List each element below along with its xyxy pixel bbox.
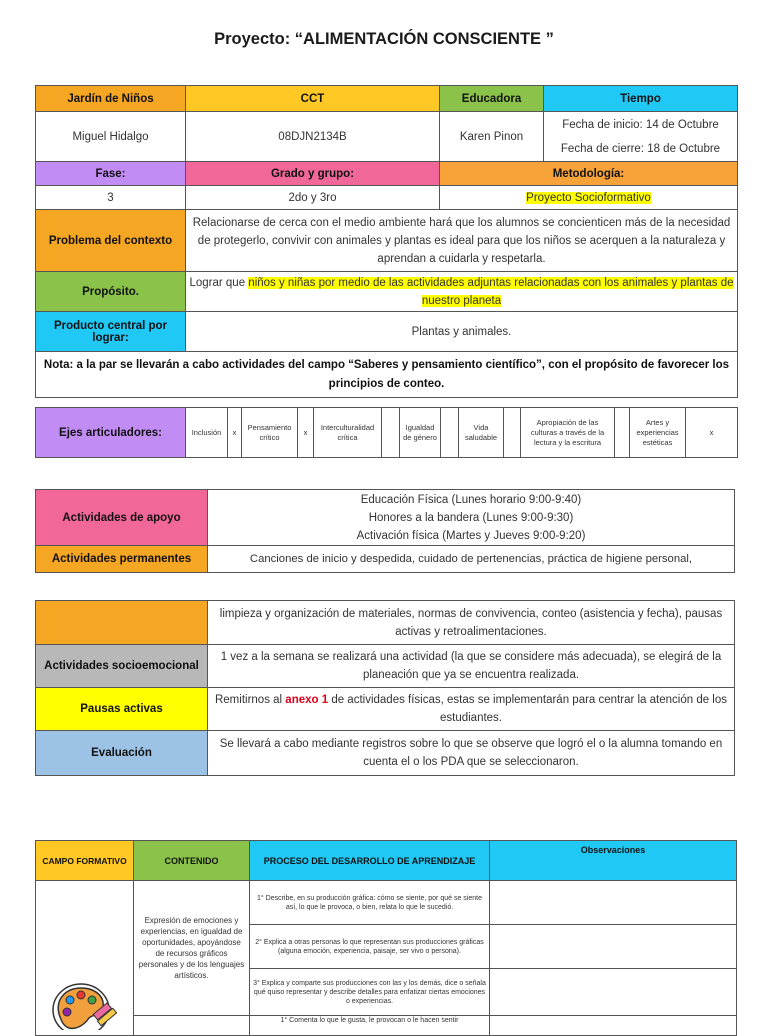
eje-label: Interculturalidad crítica bbox=[314, 408, 382, 458]
problema-value: Relacionarse de cerca con el medio ambiente hará que los alumnos se concienticen más de la necesidad de protegerlo, convivir con animales y plantas es ideal para que los niños se acerquen a la naturaleza y aprendan a cuidarla y respetarla. bbox=[186, 210, 738, 272]
nota-value: Nota: a la par se llevarán a cabo actividades del campo “Saberes y pensamiento científico”, con el propósito de favorecer los principios de conteo. bbox=[36, 352, 738, 398]
eje-label: Apropiación de las culturas a través de la lectura y la escritura bbox=[521, 408, 615, 458]
apoyo-line: Educación Física (Lunes horario 9:00-9:40) bbox=[360, 493, 582, 506]
producto-value: Plantas y animales. bbox=[186, 312, 738, 352]
header-jardin: Jardín de Niños bbox=[36, 86, 186, 112]
eje-mark bbox=[382, 408, 400, 458]
campo-formativo-table bbox=[35, 840, 737, 1036]
permanentes-continued: limpieza y organización de materiales, normas de convivencia, conteo (asistencia y fecha), pausas activas y retroalimentaciones. bbox=[208, 601, 735, 645]
ejes-table bbox=[35, 407, 738, 458]
eje-mark bbox=[441, 408, 459, 458]
proposito-value bbox=[186, 272, 738, 312]
proceso-item: 2° Explica a otras personas lo que representan sus producciones gráficas (alguna emoción, experiencia, paisaje, ser vivo o persona). bbox=[250, 925, 490, 969]
eje-label: Pensamiento crítico bbox=[242, 408, 298, 458]
eje-label: Vida saludable bbox=[459, 408, 504, 458]
project-info-table bbox=[35, 85, 738, 398]
header-educadora: Educadora bbox=[440, 86, 544, 112]
header-cct: CCT bbox=[186, 86, 440, 112]
header-socioemocional: Actividades socioemocional bbox=[36, 645, 208, 688]
art-palette-icon bbox=[37, 970, 133, 1030]
header-proposito bbox=[36, 272, 186, 312]
tiempo-value bbox=[544, 112, 738, 162]
contenido-empty bbox=[134, 1016, 250, 1036]
grado-value: 2do y 3ro bbox=[186, 186, 440, 210]
eje-mark bbox=[504, 408, 521, 458]
eje-mark: x bbox=[298, 408, 314, 458]
header-fase: Fase: bbox=[36, 162, 186, 186]
socio-value: 1 vez a la semana se realizará una actividad (la que se considere más adecuada), se elegirá de la planeación que ya se encuentra realizada. bbox=[208, 645, 735, 688]
evaluacion-value: Se llevará a cabo mediante registros sobre lo que se observe que logró el o la alumna tomando en cuenta el o los PDA que se seleccionaron. bbox=[208, 731, 735, 776]
proceso-item: 1° Comenta lo que le gusta, le provocan o le hacen sentir bbox=[250, 1016, 490, 1036]
proceso-item: 1° Describe, en su producción gráfica: cómo se siente, por qué se siente así, lo que le provoca, o bien, relata lo que le sucedió. bbox=[250, 881, 490, 925]
header-grado: Grado y grupo: bbox=[186, 162, 440, 186]
contenido-value: Expresión de emociones y experiencias, en igualdad de oportunidades, apoyándose de recursos gráficos personales y de los lenguajes artísticos. bbox=[134, 881, 250, 1016]
apoyo-line: Activación física (Martes y Jueves 9:00-9:20) bbox=[356, 529, 586, 542]
header-metodologia: Metodología: bbox=[440, 162, 738, 186]
header-producto: Producto central por lograr: bbox=[36, 312, 186, 352]
fecha-inicio: Fecha de inicio: 14 de Octubre bbox=[562, 118, 719, 131]
eje-label: Inclusión bbox=[186, 408, 228, 458]
header-permanentes: Actividades permanentes bbox=[36, 546, 208, 573]
header-ejes: Ejes articuladores: bbox=[36, 408, 186, 458]
proposito-text: Lograr que bbox=[189, 276, 249, 289]
eje-mark bbox=[615, 408, 630, 458]
pausas-text-post: de actividades físicas, estas se implementarán para centrar la atención de los estudiantes. bbox=[328, 694, 728, 724]
pausas-value bbox=[208, 688, 735, 731]
fase-value: 3 bbox=[36, 186, 186, 210]
observaciones-cell bbox=[490, 925, 737, 969]
apoyo-value bbox=[208, 490, 735, 546]
empty-orange-cell bbox=[36, 601, 208, 645]
anexo-link: anexo 1 bbox=[285, 694, 329, 706]
educadora-value: Karen Pinon bbox=[440, 112, 544, 162]
cct-value: 08DJN2134B bbox=[186, 112, 440, 162]
metodologia-value bbox=[440, 186, 738, 210]
header-problema: Problema del contexto bbox=[36, 210, 186, 272]
proceso-item: 3° Explica y comparte sus producciones con las y los demás, dice o señala qué quiso representar y describe detalles para enfatizar ciertas emociones o experiencias. bbox=[250, 969, 490, 1016]
eje-label: Igualdad de género bbox=[400, 408, 441, 458]
pausas-text: Remitirnos al bbox=[214, 694, 286, 706]
activities-table bbox=[35, 489, 735, 573]
header-observaciones: Observaciones bbox=[490, 841, 737, 881]
metodologia-highlight: Proyecto Socioformativo bbox=[526, 191, 651, 204]
jardin-value: Miguel Hidalgo bbox=[36, 112, 186, 162]
eje-label: Artes y experiencias estéticas bbox=[630, 408, 686, 458]
eje-mark: x bbox=[228, 408, 242, 458]
observaciones-cell bbox=[490, 969, 737, 1016]
header-evaluacion: Evaluación bbox=[36, 731, 208, 776]
observaciones-cell bbox=[490, 1016, 737, 1036]
header-apoyo: Actividades de apoyo bbox=[36, 490, 208, 546]
observaciones-cell bbox=[490, 881, 737, 925]
campo-icon-cell bbox=[36, 881, 134, 1036]
header-pausas: Pausas activas bbox=[36, 688, 208, 731]
permanentes-value: Canciones de inicio y despedida, cuidado de pertenencias, práctica de higiene personal, bbox=[208, 546, 735, 573]
page-title: Proyecto: “ALIMENTACIÓN CONSCIENTE ” bbox=[214, 30, 554, 48]
header-contenido: CONTENIDO bbox=[134, 841, 250, 881]
apoyo-line: Honores a la bandera (Lunes 9:00-9:30) bbox=[368, 511, 574, 524]
proposito-highlight: niños y niñas por medio de las actividades adjuntas relacionadas con los animales y plantas de nuestro planeta bbox=[248, 276, 734, 307]
activities-continued-table bbox=[35, 600, 735, 776]
proposito-label: Propósito. bbox=[82, 285, 139, 298]
eje-mark: x bbox=[686, 408, 738, 458]
header-tiempo: Tiempo bbox=[544, 86, 738, 112]
header-campo: CAMPO FORMATIVO bbox=[36, 841, 134, 881]
header-proceso: PROCESO DEL DESARROLLO DE APRENDIZAJE bbox=[250, 841, 490, 881]
fecha-cierre: Fecha de cierre: 18 de Octubre bbox=[560, 142, 721, 155]
